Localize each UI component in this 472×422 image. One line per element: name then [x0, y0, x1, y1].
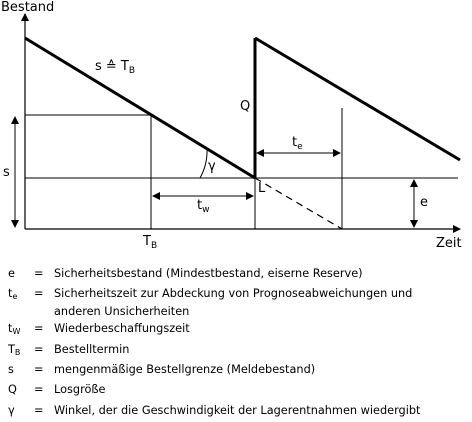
l-label: L — [258, 181, 266, 196]
tw-label: $t_w$ — [197, 198, 210, 215]
te-label: $t_e$ — [292, 135, 303, 152]
legend-symbol: $t_e$ — [8, 287, 18, 302]
projected-consumption-dashed — [255, 178, 342, 229]
legend-symbol: Q — [8, 383, 17, 397]
legend-row-tw — [8, 320, 468, 340]
legend-text: mengenmäßige Bestellgrenze (Meldebestand) — [54, 363, 316, 377]
legend-equals: = — [34, 322, 44, 336]
s-label: s — [3, 165, 10, 180]
legend-text-continuation: anderen Unsicherheiten — [54, 304, 190, 318]
legend-row-tb — [8, 341, 468, 361]
legend-text: Bestelltermin — [54, 342, 130, 356]
tb-label: $T_B$ — [143, 234, 158, 251]
gamma-label: γ — [208, 159, 216, 174]
legend-row-e — [8, 265, 468, 285]
consumption-line-2 — [255, 38, 460, 160]
legend-row-q — [8, 381, 468, 401]
legend-text: Winkel, der die Geschwindigkeit der Lagerentnahmen wiedergibt — [54, 403, 421, 417]
legend-text: Wiederbeschaffungszeit — [54, 322, 190, 336]
legend-row-s — [8, 361, 468, 381]
gamma-arc — [200, 149, 207, 178]
y-axis-label: Bestand — [1, 0, 55, 15]
legend-row-gamma — [8, 402, 468, 422]
legend-symbol: e — [8, 267, 15, 280]
legend — [8, 265, 468, 422]
legend-equals: = — [34, 287, 44, 301]
legend-symbol: s — [8, 363, 14, 377]
legend-text: Sicherheitsbestand (Mindestbestand, eiserne Reserve) — [54, 267, 363, 280]
consumption-line-1 — [25, 38, 255, 178]
legend-equals: = — [34, 383, 44, 397]
legend-symbol: $T_B$ — [8, 342, 21, 357]
legend-equals: = — [34, 267, 44, 280]
legend-equals: = — [34, 342, 44, 356]
legend-equals: = — [34, 363, 44, 377]
legend-text: Losgröße — [54, 383, 106, 397]
legend-row-te — [8, 285, 468, 320]
q-label: Q — [240, 99, 251, 114]
legend-symbol: γ — [8, 403, 15, 417]
x-axis-label: Zeit — [436, 236, 462, 251]
legend-equals: = — [34, 403, 44, 417]
legend-symbol: $t_W$ — [8, 322, 21, 337]
legend-text: Sicherheitszeit zur Abdeckung von Prognoseabweichungen und anderen Unsicherheiten — [54, 285, 468, 320]
s-equals-tb-label: s ≙ $T_B$ — [95, 59, 136, 76]
e-label: e — [420, 195, 428, 210]
